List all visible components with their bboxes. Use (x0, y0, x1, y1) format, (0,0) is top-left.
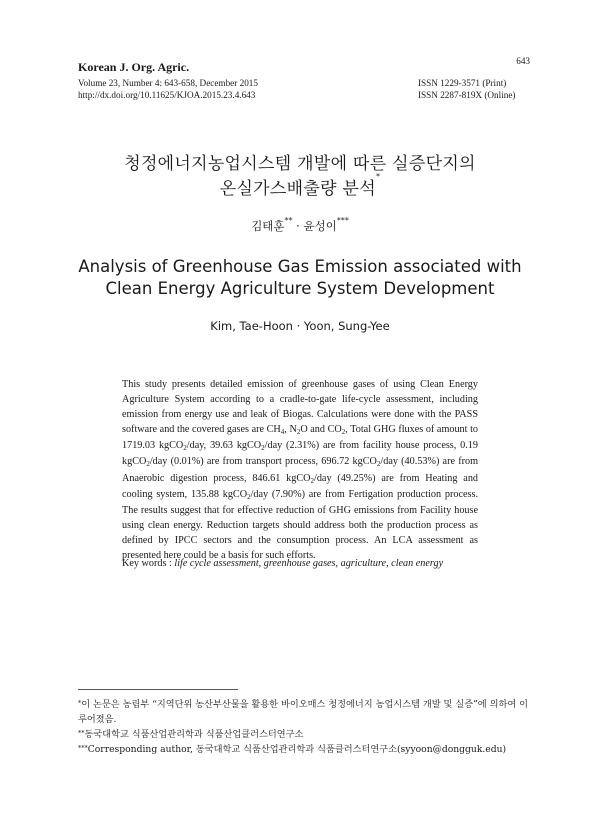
issn-online: ISSN 2287-819X (Online) (418, 90, 516, 100)
author1-korean: 김태훈 (251, 219, 285, 233)
author2-korean: 윤성이 (303, 219, 337, 233)
subscript: 2 (310, 476, 314, 485)
footnote-text: 동국대학교 식품산업관리학과 식품산업클러스터연구소 (84, 729, 304, 740)
author1-mark: ** (284, 216, 293, 225)
abstract (122, 377, 478, 563)
abstract-text: This study presents detailed emission of greenhouse gases of using Clean Energy Agriculture System according to a cradle-to-gate life-cycle assessment, including emission from energy use and leak of Biogas. Calculations were done with the PASS software and the covered gases are CH (122, 379, 478, 436)
author-separator: · (292, 219, 304, 233)
keywords-value: life cycle assessment, greenhouse gases, agriculture, clean energy (174, 558, 444, 569)
abstract-text: /day (0.01%) are from transport process, 696.72 kgCO (149, 456, 377, 468)
footnote-mark: *** (78, 744, 88, 752)
abstract-text: , N (284, 424, 297, 436)
doi-line: http://dx.doi.org/10.11625/KJOA.2015.23.4.643 (78, 90, 256, 100)
abstract-text: /day (40.53%) are from Anaerobic digestion process, 846.61 kgCO (122, 456, 478, 484)
english-authors: Kim, Tae-Hoon · Yoon, Sung-Yee (210, 319, 390, 333)
subscript: 2 (296, 428, 301, 437)
journal-name: Korean J. Org. Agric. (78, 60, 190, 74)
footnote-text: Corresponding author, 동국대학교 식품산업관리학과 식품클러스터연구소(syyoon@dongguk.edu) (87, 744, 507, 755)
footnote-corresponding (78, 742, 528, 757)
keywords (122, 558, 502, 569)
funding-footnote-mark: * (375, 172, 381, 181)
subscript: 2 (146, 460, 150, 469)
subscript: 2 (183, 444, 187, 453)
korean-title-line1: 청정에너지농업시스템 개발에 따른 실증단지의 (124, 154, 476, 174)
abstract-text: O and CO (300, 424, 342, 436)
footnote-affiliation (78, 727, 528, 742)
abstract-text: , Total GHG fluxes of amount to 1719.03 kgCO (122, 424, 479, 452)
footnote-text: 이 논문은 농림부 “지역단위 농산부산물을 활용한 바이오매스 청정에너지 농업시스템 개발 및 실증”에 의하여 이루어졌음. (78, 699, 528, 725)
subscript: 2 (376, 460, 381, 469)
subscript: 4 (280, 428, 285, 437)
korean-title-line2 (0, 174, 600, 199)
footnote-funding (78, 697, 528, 727)
abstract-text: /day (49.25%) are from Heating and cooling system, 135.88 kgCO (122, 472, 479, 500)
footnote-mark: ** (78, 729, 85, 737)
page-number: 643 (516, 56, 530, 66)
keywords-label: Key words : (122, 558, 175, 569)
author2-mark: *** (336, 216, 349, 225)
abstract-text: /day (7.90%) are from Fertigation production process. The results suggest that for effective reduction of GHG emissions from Facility house using clean energy. Reduction targets should address both the production process as defined by IPCC sectors and the consumption process. An LCA assessment as presented here could be a basis for such efforts. (122, 488, 478, 562)
footnote-mark: * (78, 699, 82, 707)
korean-authors (0, 218, 600, 234)
abstract-text: /day (2.31%) are from facility house process, 0.19 kgCO (122, 440, 478, 468)
subscript: 2 (247, 492, 251, 501)
english-title-line1: Analysis of Greenhouse Gas Emission associated with (78, 257, 522, 276)
korean-title-line2-text: 온실가스배출량 분석 (219, 179, 376, 199)
english-title-line2: Clean Energy Agriculture System Development (105, 279, 495, 298)
subscript: 2 (261, 444, 265, 453)
volume-line: Volume 23, Number 4: 643-658, December 2015 (78, 78, 258, 88)
footnotes (78, 697, 528, 757)
footnote-divider (78, 689, 238, 690)
subscript: 2 (341, 428, 346, 437)
abstract-text: /day, 39.63 kgCO (186, 440, 262, 452)
issn-print: ISSN 1229-3571 (Print) (418, 78, 507, 88)
